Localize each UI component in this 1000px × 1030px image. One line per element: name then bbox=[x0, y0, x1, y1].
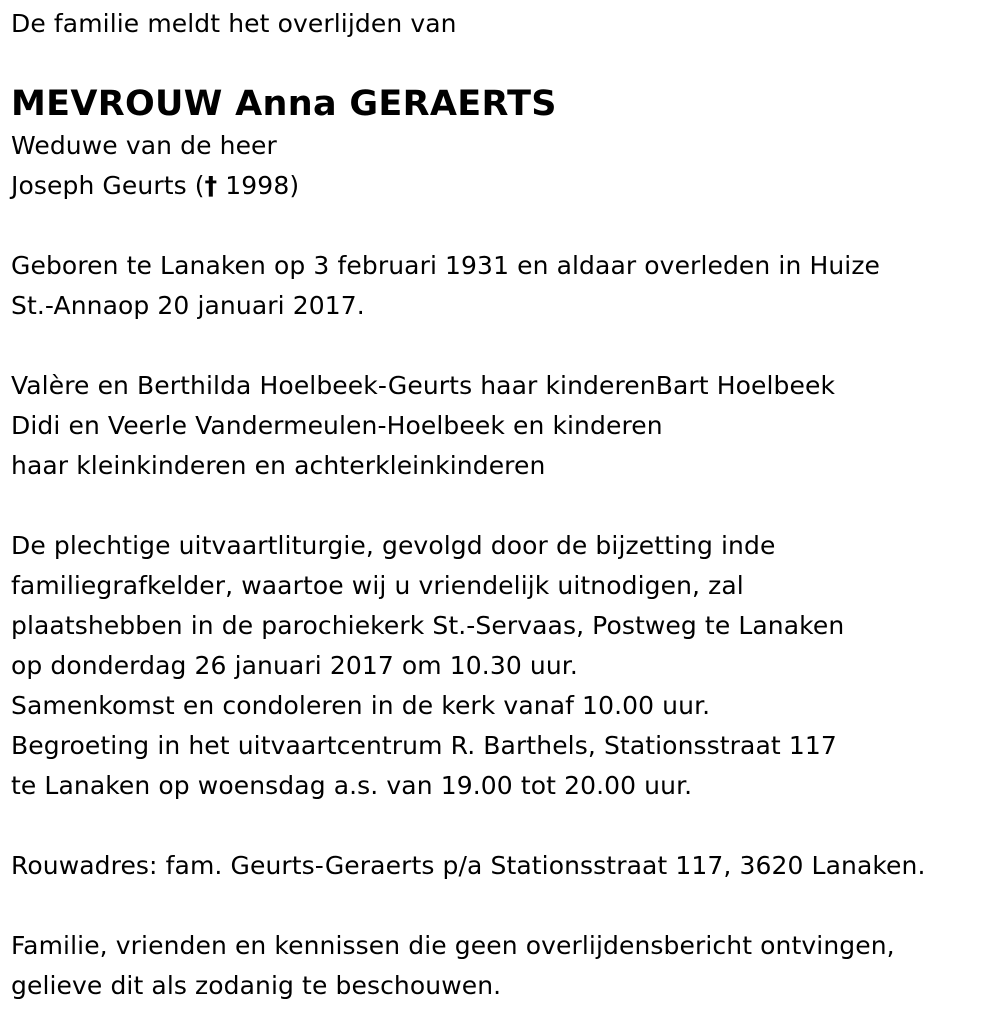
spouse-death-year: 1998) bbox=[217, 171, 300, 200]
closing-line: gelieve dit als zodanig te beschouwen. bbox=[11, 971, 502, 1000]
spouse-name: Joseph Geurts ( bbox=[11, 171, 205, 200]
closing-line: Familie, vrienden en kennissen die geen overlijdensbericht ontvingen, bbox=[11, 931, 895, 960]
death-notice bbox=[11, 4, 991, 1006]
ceremony-line: Samenkomst en condoleren in de kerk vanaf 10.00 uur. bbox=[11, 691, 711, 720]
ceremony-line: familiegrafkelder, waartoe wij u vriendelijk uitnodigen, zal bbox=[11, 571, 744, 600]
family-line: haar kleinkinderen en achterkleinkinderen bbox=[11, 451, 546, 480]
ceremony-line: op donderdag 26 januari 2017 om 10.30 uur. bbox=[11, 651, 578, 680]
intro-text: De familie meldt het overlijden van bbox=[11, 9, 457, 38]
ceremony-line: Begroeting in het uitvaartcentrum R. Barthels, Stationsstraat 117 bbox=[11, 731, 837, 760]
deceased-name: MEVROUW Anna GERAERTS bbox=[11, 84, 557, 124]
ceremony-line: De plechtige uitvaartliturgie, gevolgd door de bijzetting inde bbox=[11, 531, 776, 560]
mourning-address: Rouwadres: fam. Geurts-Geraerts p/a Stationsstraat 117, 3620 Lanaken. bbox=[11, 851, 926, 880]
birth-death-line: St.-Annaop 20 januari 2017. bbox=[11, 291, 365, 320]
spouse-line bbox=[11, 166, 991, 206]
widow-of-text: Weduwe van de heer bbox=[11, 131, 277, 160]
family-line: Valère en Berthilda Hoelbeek-Geurts haar kinderenBart Hoelbeek bbox=[11, 371, 836, 400]
cross-icon: † bbox=[204, 171, 218, 200]
ceremony-line: plaatshebben in de parochiekerk St.-Servaas, Postweg te Lanaken bbox=[11, 611, 845, 640]
family-line: Didi en Veerle Vandermeulen-Hoelbeek en kinderen bbox=[11, 411, 663, 440]
ceremony-line: te Lanaken op woensdag a.s. van 19.00 tot 20.00 uur. bbox=[11, 771, 693, 800]
birth-death-line: Geboren te Lanaken op 3 februari 1931 en aldaar overleden in Huize bbox=[11, 251, 881, 280]
